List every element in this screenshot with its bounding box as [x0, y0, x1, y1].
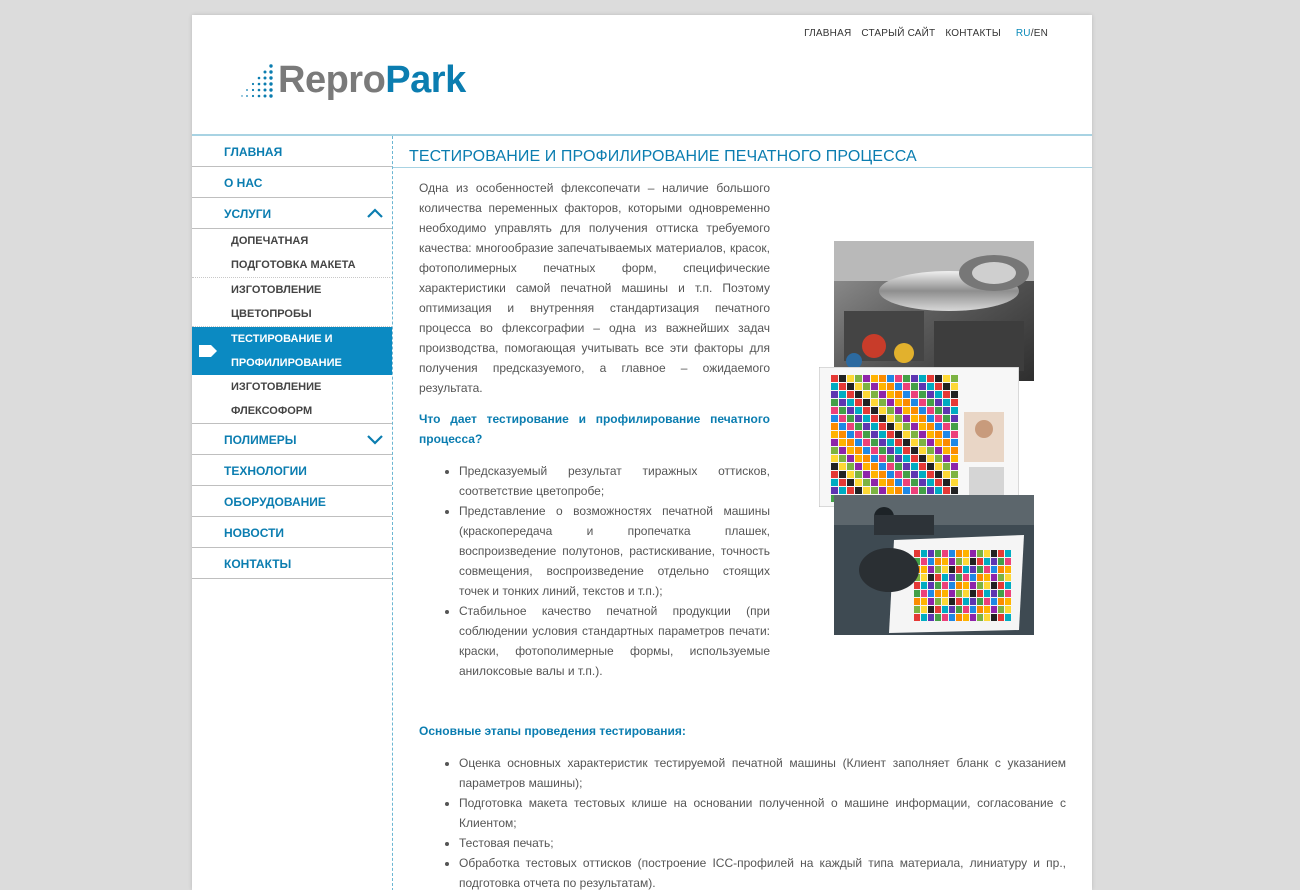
topnav-contacts-link[interactable]: КОНТАКТЫ	[945, 28, 1001, 39]
chevron-down-icon[interactable]	[366, 432, 384, 446]
logo-dots-icon	[240, 63, 274, 101]
topnav-old-site-link[interactable]: СТАРЫЙ САЙТ	[861, 28, 936, 39]
topnav-home-link[interactable]: ГЛАВНАЯ	[804, 28, 852, 39]
chevron-up-icon[interactable]	[366, 206, 384, 220]
lang-ru-link[interactable]: RU	[1015, 28, 1031, 39]
main-content	[393, 136, 1092, 890]
menu-item-home[interactable]	[192, 136, 392, 167]
logo-wordmark	[278, 59, 466, 102]
menu-item-polymers[interactable]	[192, 424, 392, 455]
menu-item-label: НОВОСТИ	[224, 526, 285, 540]
list-item: • Оценка основных характеристик тестируемой печатной машины (Клиент заполняет бланк с указанием параметров машины);	[459, 753, 1066, 793]
submenu-line: ИЗГОТОВЛЕНИЕ	[231, 284, 322, 296]
benefits-heading: Что дает тестирование и профилирование печатного процесса?	[419, 412, 770, 446]
submenu-line: ТЕСТИРОВАНИЕ И	[231, 333, 333, 345]
submenu-item-proofing[interactable]	[192, 278, 392, 327]
color-target-chart-photo	[819, 367, 1019, 507]
article-left-column	[419, 178, 770, 681]
submenu-line: ПРОФИЛИРОВАНИЕ	[231, 357, 342, 369]
menu-item-label: ГЛАВНАЯ	[224, 145, 283, 159]
submenu-item-flexoplates[interactable]	[192, 375, 392, 423]
tag-arrow-icon	[198, 344, 218, 358]
submenu-line: ЦВЕТОПРОБЫ	[231, 308, 312, 320]
sidebar-divider	[392, 136, 393, 890]
submenu-line: ПОДГОТОВКА МАКЕТА	[231, 259, 356, 271]
list-item: • Стабильное качество печатной продукции (при соблюдении условия стандартных параметров печати: краски, фотополимерные формы, используемые анилоксовые валы и т.п.).	[459, 601, 770, 681]
list-item: • Подготовка макета тестовых клише на основании полученной о машине информации, согласование с Клиентом;	[459, 793, 1066, 833]
top-nav	[797, 28, 1048, 39]
stages-heading: Основные этапы проведения тестирования:	[419, 724, 686, 738]
page-title: ТЕСТИРОВАНИЕ И ПРОФИЛИРОВАНИЕ ПЕЧАТНОГО ПРОЦЕССА	[393, 136, 1092, 168]
language-switcher	[1016, 28, 1048, 39]
logo-park: Park	[385, 59, 466, 101]
spectrophotometer-photo	[834, 495, 1034, 635]
menu-item-equipment[interactable]	[192, 486, 392, 517]
list-item: • Обработка тестовых оттисков (построение ICC-профилей на каждый типа материала, линиатуру и пр., подготовка отчета по результатам).	[459, 853, 1066, 890]
submenu-line: ФЛЕКСОФОРМ	[231, 405, 313, 417]
menu-item-label: УСЛУГИ	[224, 207, 272, 221]
list-item: • Тестовая печать;	[459, 833, 1066, 853]
page	[192, 15, 1092, 890]
menu-item-about[interactable]	[192, 167, 392, 198]
services-submenu	[192, 229, 392, 424]
menu-item-label: КОНТАКТЫ	[224, 557, 292, 571]
list-item: • Предсказуемый результат тиражных оттисков, соответствие цветопробе;	[459, 461, 770, 501]
submenu-line: ДОПЕЧАТНАЯ	[231, 235, 309, 247]
menu-item-news[interactable]	[192, 517, 392, 548]
benefits-list	[419, 461, 770, 681]
menu-item-label: ОБОРУДОВАНИЕ	[224, 495, 326, 509]
menu-item-label: О НАС	[224, 176, 263, 190]
menu-item-contacts[interactable]	[192, 548, 392, 579]
submenu-item-prepress[interactable]	[192, 229, 392, 278]
menu-item-label: ПОЛИМЕРЫ	[224, 433, 297, 447]
intro-paragraph: Одна из особенностей флексопечати – наличие большого количества переменных факторов, которыми одновременно необходимо управлять для получения оттиска требуемого качества: многообразие запечатываемых материалов, красок, фотополимерных печатных форм, специфические характеристики самой печатной машины и т.п. Поэтому оптимизация и внутренняя стандартизация печатного процесса во флексографии – одна из важнейших задач производства, помогающая учитывать все эти факторы для получения предсказуемого, а главное – ожидаемого результата.	[419, 181, 770, 395]
submenu-item-testing-active[interactable]	[192, 327, 392, 375]
stages-list	[419, 753, 1066, 890]
stages-section	[419, 721, 1066, 890]
list-item: • Представление о возможностях печатной машины (краскопередача и пропечатка плашек, воспроизведение полутонов, растискивание, точность совмещения, воспроизведение отдельно стоящих точек и тонких линий, текстов и т.п.);	[459, 501, 770, 601]
logo-repro: Repro	[278, 59, 386, 101]
lang-en-link[interactable]: EN	[1033, 28, 1048, 39]
menu-item-label: ТЕХНОЛОГИИ	[224, 464, 307, 478]
submenu-line: ИЗГОТОВЛЕНИЕ	[231, 381, 322, 393]
menu-item-services[interactable]	[192, 198, 392, 229]
printing-press-photo	[834, 241, 1034, 381]
sidebar-menu	[192, 136, 392, 579]
lang-separator: /	[1030, 28, 1034, 39]
menu-item-technologies[interactable]	[192, 455, 392, 486]
